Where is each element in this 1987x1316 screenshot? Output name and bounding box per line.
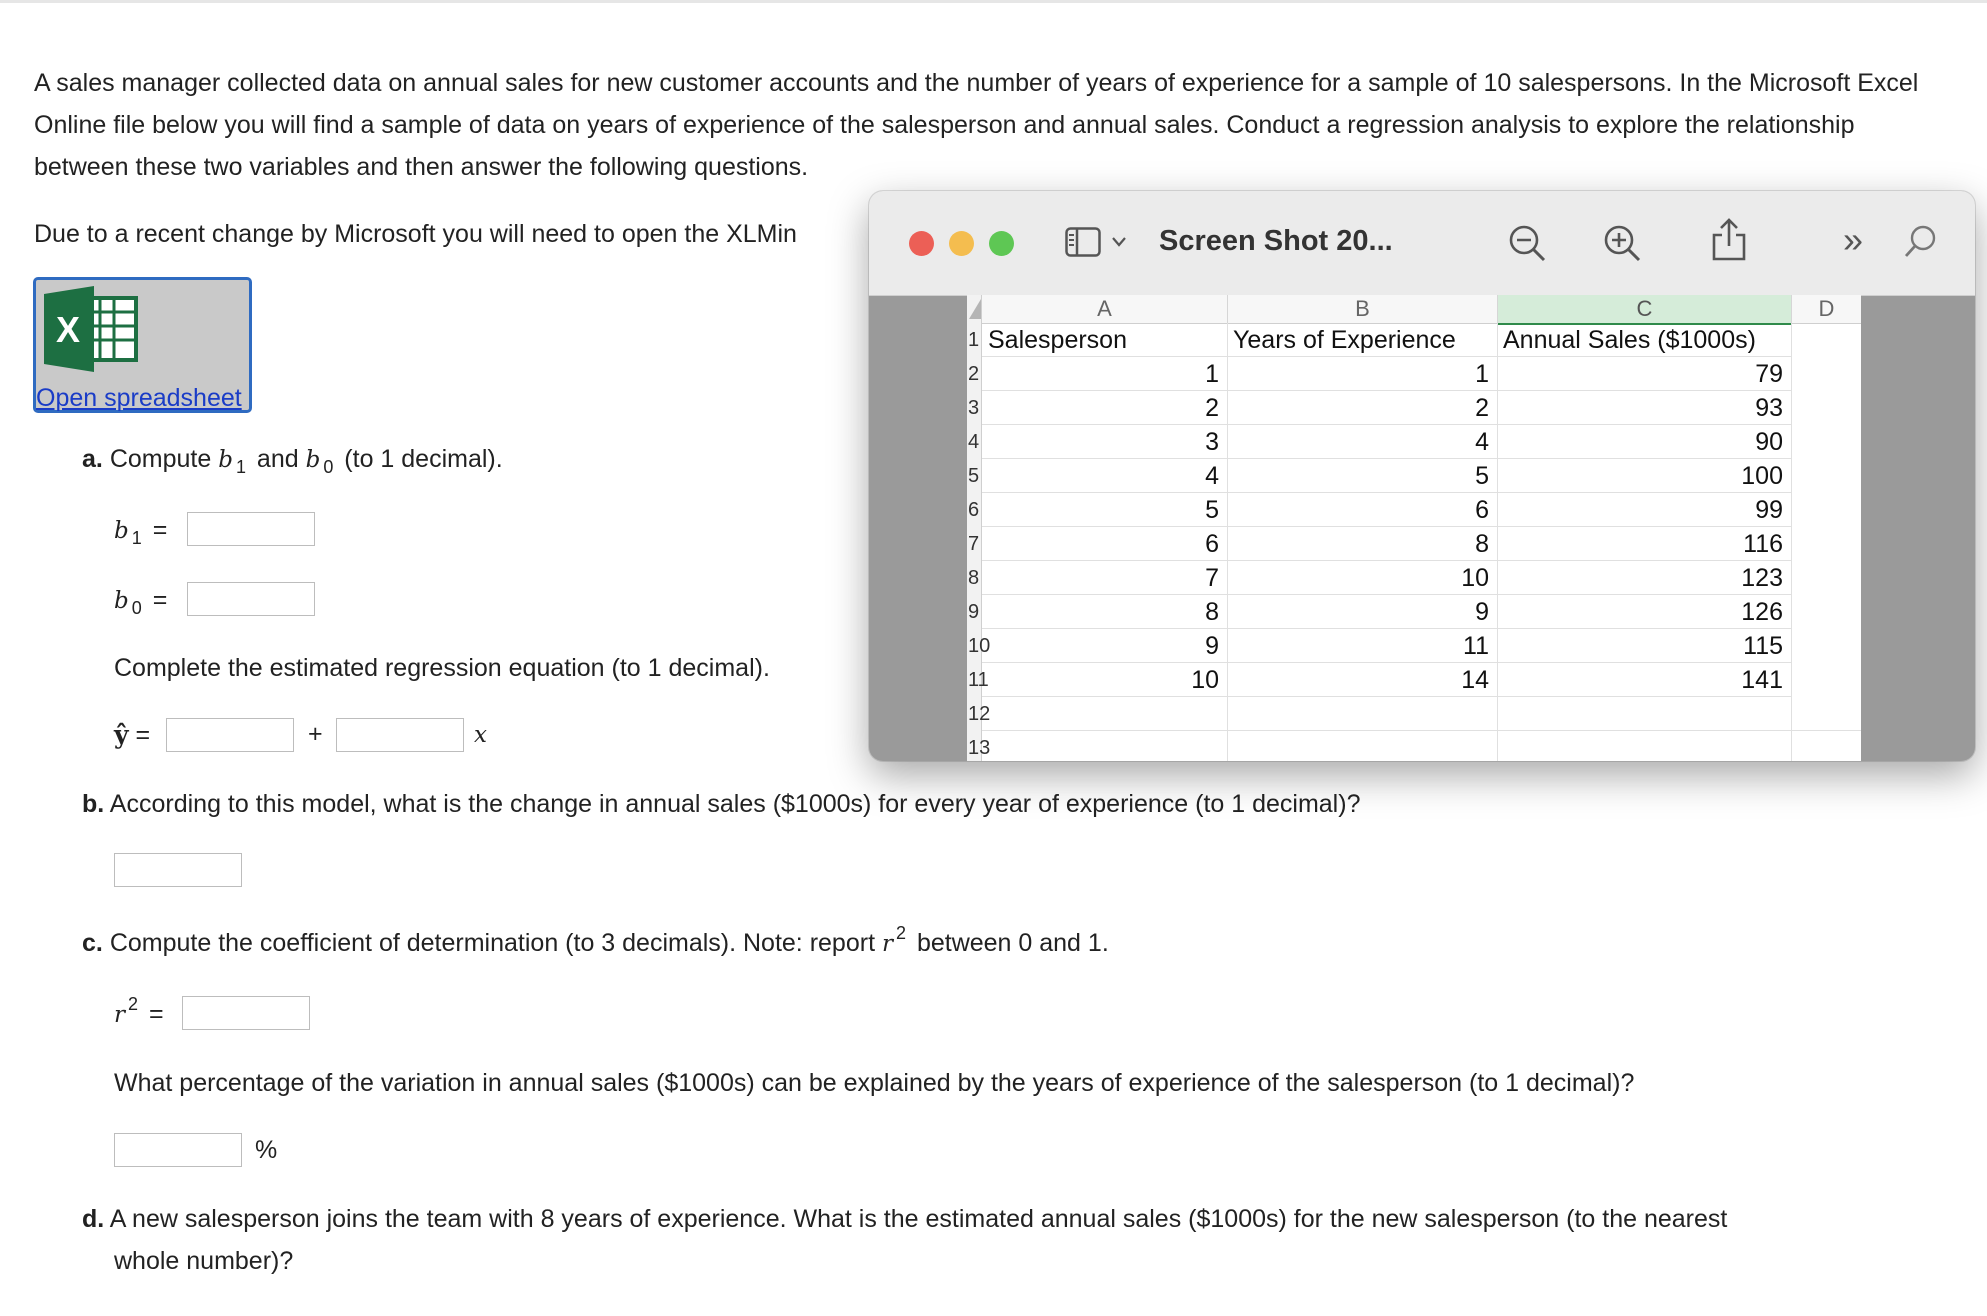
- table-cell: 1: [1228, 357, 1497, 391]
- row-number: 7: [968, 533, 980, 555]
- table-cell: 116: [1498, 527, 1791, 561]
- zoom-in-icon[interactable]: [1602, 223, 1642, 263]
- row-number: 1: [968, 329, 980, 351]
- problem-intro: A sales manager collected data on annual sales for new customer accounts and the number of years of experience for a sample of 10 salespersons. In the Microsoft Excel Online file below you will find a sample of data on years of experience of the salesperson and annual sales. Conduct a regression analysis to explore the relationship between these two variables and then answer the following questions.: [34, 69, 1919, 181]
- b1-input[interactable]: [187, 512, 315, 546]
- header-cell: Salesperson: [982, 323, 1227, 357]
- table-cell: 5: [1228, 459, 1497, 493]
- row-number: 12: [968, 703, 991, 725]
- more-icon[interactable]: »: [1843, 219, 1864, 260]
- due-notice: Due to a recent change by Microsoft you will need to open the XLMin: [34, 220, 797, 248]
- close-button[interactable]: [909, 231, 934, 256]
- column-header-c: C: [1498, 295, 1792, 325]
- intercept-input[interactable]: [166, 718, 294, 752]
- header-cell: Years of Experience: [1228, 323, 1497, 357]
- table-cell: 10: [1228, 561, 1497, 595]
- table-cell: 2: [1228, 391, 1497, 425]
- select-all-corner: [967, 295, 981, 323]
- table-cell: 6: [1228, 493, 1497, 527]
- empty-row: [982, 731, 1861, 761]
- row-number: 9: [968, 601, 980, 623]
- r-squared-input[interactable]: [182, 996, 310, 1030]
- preview-title: Screen Shot 20...: [1159, 225, 1393, 257]
- percent-sign: %: [255, 1136, 278, 1164]
- row-number: 4: [968, 431, 980, 453]
- b0-input[interactable]: [187, 582, 315, 616]
- plus-sign: +: [308, 720, 323, 748]
- percentage-input[interactable]: [114, 1133, 242, 1167]
- header-cell: Annual Sales ($1000s): [1498, 323, 1791, 357]
- question-d-continued: whole number)?: [114, 1247, 294, 1275]
- row-number: 13: [968, 737, 991, 759]
- search-icon[interactable]: [1903, 224, 1939, 260]
- table-cell: 11: [1228, 629, 1497, 663]
- row-number: 11: [968, 669, 989, 691]
- question-d: d. A new salesperson joins the team with 8 years of experience. What is the estimated annual sales ($1000s) for the new salesperson (to the nearest: [82, 1205, 1728, 1233]
- question-c: c. Compute the coefficient of determination (to 3 decimals). Note: report r $^2$ between 0 and 1.: [82, 923, 1109, 957]
- table-cell: 2: [982, 391, 1227, 425]
- table-cell: 8: [982, 595, 1227, 629]
- svg-text:X: X: [56, 309, 81, 350]
- table-cell: 7: [982, 561, 1227, 595]
- sidebar-icon[interactable]: [1065, 227, 1101, 257]
- share-icon[interactable]: [1711, 217, 1747, 261]
- zoom-out-icon[interactable]: [1507, 223, 1547, 263]
- row-number: 5: [968, 465, 980, 487]
- table-cell: 90: [1498, 425, 1791, 459]
- column-header-b: B: [1228, 295, 1498, 324]
- change-per-year-input[interactable]: [114, 853, 242, 887]
- minimize-button[interactable]: [949, 231, 974, 256]
- table-cell: 10: [982, 663, 1227, 697]
- open-spreadsheet-button[interactable]: [33, 277, 252, 413]
- table-cell: 9: [982, 629, 1227, 663]
- question-b: b. According to this model, what is the change in annual sales ($1000s) for every year of experience (to 1 decimal)?: [82, 790, 1361, 818]
- table-cell: 14: [1228, 663, 1497, 697]
- table-cell: 5: [982, 493, 1227, 527]
- yhat-label: ŷ =: [114, 720, 151, 749]
- preview-window: [869, 191, 1975, 761]
- preview-titlebar: [869, 191, 1975, 296]
- row-number: 10: [968, 635, 991, 657]
- column-header-d: D: [1792, 295, 1861, 324]
- row-number: 8: [968, 567, 980, 589]
- empty-row: [982, 697, 1861, 731]
- table-cell: 9: [1228, 595, 1497, 629]
- question-a: a. Compute b $_1$ and b $_0$ (to 1 decimal).: [82, 445, 503, 477]
- table-cell: 8: [1228, 527, 1497, 561]
- top-divider: [0, 0, 1987, 3]
- row-number: 6: [968, 499, 980, 521]
- table-cell: 126: [1498, 595, 1791, 629]
- b1-label: b $_1$ =: [114, 516, 168, 548]
- b0-label: b $_0$ =: [114, 586, 168, 618]
- column-header-a: A: [982, 295, 1228, 324]
- table-cell: 100: [1498, 459, 1791, 493]
- row-number: 2: [968, 363, 980, 385]
- spreadsheet-preview: [967, 295, 1861, 761]
- slope-input[interactable]: [336, 718, 464, 752]
- chevron-down-icon[interactable]: [1112, 237, 1126, 247]
- table-cell: 123: [1498, 561, 1791, 595]
- percentage-prompt: What percentage of the variation in annual sales ($1000s) can be explained by the years of experience of the salesperson (to 1 decimal)?: [114, 1069, 1635, 1097]
- table-cell: 3: [982, 425, 1227, 459]
- table-cell: 93: [1498, 391, 1791, 425]
- table-cell: 79: [1498, 357, 1791, 391]
- row-number: 3: [968, 397, 980, 419]
- open-spreadsheet-link[interactable]: Open spreadsheet: [36, 384, 242, 412]
- x-variable: x: [474, 722, 487, 748]
- r-squared-label: r $^2$ =: [114, 994, 164, 1028]
- table-cell: 4: [982, 459, 1227, 493]
- table-cell: 141: [1498, 663, 1791, 697]
- table-cell: 115: [1498, 629, 1791, 663]
- table-cell: 6: [982, 527, 1227, 561]
- zoom-button[interactable]: [989, 231, 1014, 256]
- table-cell: 1: [982, 357, 1227, 391]
- equation-prompt: Complete the estimated regression equation (to 1 decimal).: [114, 654, 770, 682]
- excel-icon: [42, 286, 142, 372]
- table-cell: 4: [1228, 425, 1497, 459]
- table-cell: 99: [1498, 493, 1791, 527]
